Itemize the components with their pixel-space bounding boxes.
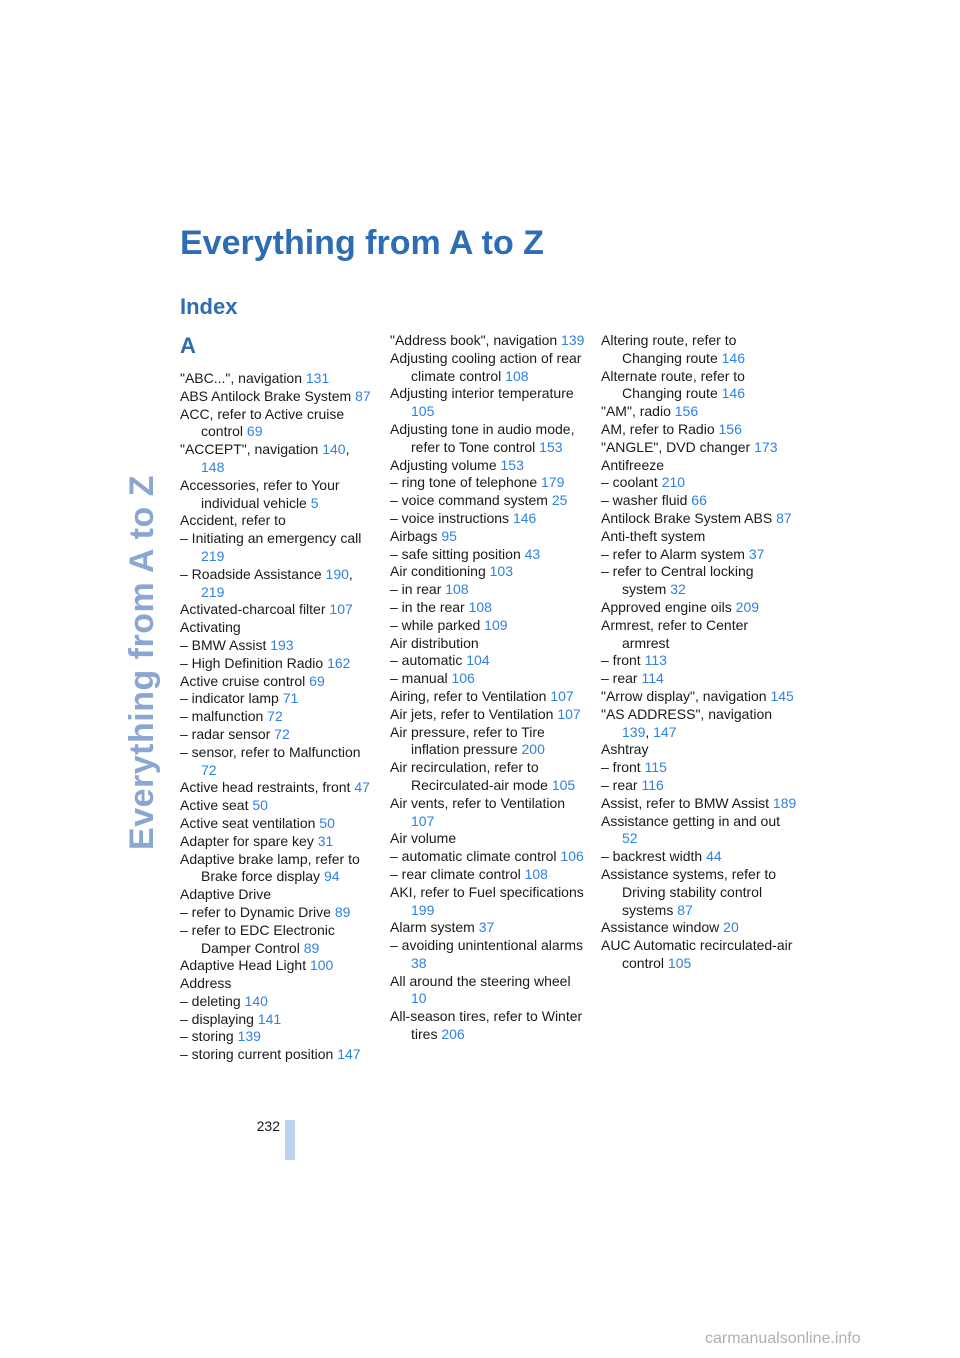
index-entry-text: Adaptive Head Light bbox=[180, 957, 310, 974]
index-entry-text: Antifreeze bbox=[601, 456, 665, 473]
index-entry bbox=[601, 546, 797, 564]
page-reference-link[interactable]: 10 bbox=[411, 990, 427, 1007]
index-entry-text: – front bbox=[601, 652, 645, 669]
index-entry-text: – automatic bbox=[390, 652, 467, 669]
index-entry-text: Assistance systems, refer to Driving stability control systems bbox=[601, 865, 777, 918]
index-entry-text: Air recirculation, refer to Recirculated-air mode bbox=[390, 759, 552, 793]
page-reference-link[interactable]: 200 bbox=[521, 741, 545, 758]
index-entry-text: Alternate route, refer to Changing route bbox=[601, 367, 745, 402]
page-reference-link[interactable]: 89 bbox=[334, 903, 351, 920]
index-entry-text: Active seat bbox=[180, 797, 253, 814]
page-reference-link[interactable]: 105 bbox=[667, 954, 692, 971]
page-reference-link[interactable]: 179 bbox=[541, 474, 565, 491]
side-title-text: Everything from A to Z bbox=[122, 474, 161, 850]
page-reference-link[interactable]: 109 bbox=[484, 616, 508, 633]
page-reference-link[interactable]: 173 bbox=[754, 438, 778, 455]
index-entry-text: All-season tires, refer to Winter tires bbox=[390, 1008, 583, 1043]
page-reference-link[interactable]: 100 bbox=[309, 957, 334, 974]
index-entry bbox=[390, 688, 586, 706]
index-entry-text: Air vents, refer to Ventilation bbox=[390, 794, 566, 811]
index-entry-text: – radar sensor bbox=[180, 725, 275, 742]
page-reference-link[interactable]: 31 bbox=[317, 832, 334, 849]
index-entry-text: ACC, refer to Active cruise control bbox=[180, 405, 345, 440]
index-entry-text: Approved engine oils bbox=[601, 598, 736, 615]
page-reference-link[interactable]: 89 bbox=[303, 939, 320, 956]
page-reference-link[interactable]: 146 bbox=[512, 509, 537, 526]
page-reference-link[interactable]: 153 bbox=[539, 438, 563, 455]
index-entry bbox=[601, 492, 797, 510]
page-reference-link[interactable]: 69 bbox=[309, 672, 325, 689]
page-reference-link[interactable]: 140 bbox=[322, 441, 346, 458]
page-reference-link[interactable]: 189 bbox=[772, 794, 797, 811]
index-entry-text: Assistance window bbox=[601, 919, 724, 936]
index-entry bbox=[601, 599, 797, 617]
index-entry bbox=[601, 421, 797, 439]
index-entry-text: All around the steering wheel bbox=[390, 972, 571, 989]
index-entry bbox=[180, 726, 376, 744]
page-reference-link[interactable]: 25 bbox=[551, 492, 568, 509]
page-reference-link[interactable]: 153 bbox=[500, 456, 524, 473]
side-title bbox=[118, 232, 166, 1092]
index-entry bbox=[180, 975, 376, 993]
index-entry-text: – in rear bbox=[390, 581, 446, 598]
index-entry-text: Air distribution bbox=[390, 634, 479, 651]
page-reference-link[interactable]: 156 bbox=[718, 420, 742, 437]
index-entry bbox=[601, 741, 797, 759]
index-entry bbox=[180, 406, 376, 442]
page-number: 232 bbox=[256, 1118, 280, 1134]
index-entry bbox=[180, 957, 376, 975]
index-column-1 bbox=[180, 332, 376, 1064]
page-reference-link[interactable]: 139 bbox=[561, 332, 585, 348]
index-entry-text: Armrest, refer to Center armrest bbox=[601, 616, 749, 651]
index-entry-text: Address bbox=[180, 975, 232, 992]
index-entry bbox=[180, 388, 376, 406]
page-reference-link[interactable]: 105 bbox=[551, 776, 576, 793]
index-entry-text: "ACCEPT", navigation bbox=[180, 441, 323, 458]
index-entry bbox=[601, 652, 797, 670]
index-entry-text: – rear bbox=[601, 670, 642, 687]
page-reference-link[interactable]: 71 bbox=[282, 690, 299, 707]
index-entry bbox=[180, 370, 376, 388]
index-entry bbox=[390, 973, 586, 1009]
index-entry bbox=[390, 1008, 586, 1044]
index-entry bbox=[390, 937, 586, 973]
index-entry bbox=[180, 815, 376, 833]
index-entry-text: – front bbox=[601, 759, 645, 776]
index-entry bbox=[601, 919, 797, 937]
index-entry bbox=[601, 474, 797, 492]
index-entry bbox=[390, 795, 586, 831]
index-entry bbox=[390, 332, 586, 350]
index-entry-text: – refer to EDC Electronic Damper Control bbox=[180, 921, 335, 956]
index-entry-text: – indicator lamp bbox=[180, 690, 283, 707]
index-entry bbox=[390, 563, 586, 581]
index-entry-text: – refer to Alarm system bbox=[601, 545, 749, 562]
index-entry bbox=[601, 457, 797, 475]
page-reference-link[interactable]: 219 bbox=[201, 547, 225, 564]
index-entry bbox=[390, 581, 586, 599]
index-entry bbox=[601, 777, 797, 795]
index-entry bbox=[390, 635, 586, 653]
index-entry bbox=[390, 724, 586, 760]
index-entry-text: – safe sitting position bbox=[390, 545, 525, 562]
index-entry-text: Adjusting cooling action of rear climate control bbox=[390, 349, 582, 384]
index-entry-text: Airing, refer to Ventilation bbox=[390, 687, 551, 704]
index-entry bbox=[180, 851, 376, 887]
index-entry-text: – malfunction bbox=[180, 708, 268, 725]
index-entry-text: AUC Automatic recirculated-air control bbox=[601, 937, 793, 971]
index-entry-text: Alarm system bbox=[390, 919, 479, 936]
index-entry bbox=[390, 492, 586, 510]
index-entry bbox=[390, 510, 586, 528]
index-entry bbox=[390, 599, 586, 617]
page-reference-link[interactable]: 209 bbox=[735, 598, 760, 615]
page-reference-link[interactable]: 146 bbox=[721, 385, 745, 402]
page-reference-link[interactable]: 193 bbox=[270, 636, 294, 653]
index-entry bbox=[390, 919, 586, 937]
index-entry-text: "Address book", navigation bbox=[390, 332, 562, 348]
page-reference-link[interactable]: 108 bbox=[505, 367, 529, 384]
page-reference-link[interactable]: 69 bbox=[246, 423, 263, 440]
page-reference-link[interactable]: 32 bbox=[670, 581, 686, 598]
index-entry bbox=[180, 477, 376, 513]
index-entry-text: AM, refer to Radio bbox=[601, 420, 719, 437]
index-entry bbox=[390, 617, 586, 635]
page-reference-link[interactable]: 87 bbox=[776, 509, 792, 526]
index-entry-text: Altering route, refer to Changing route bbox=[601, 332, 737, 366]
page-reference-link[interactable]: 140 bbox=[244, 992, 268, 1009]
index-entry bbox=[390, 884, 586, 920]
index-column-2 bbox=[390, 332, 586, 1044]
page-reference-link[interactable]: 104 bbox=[466, 652, 490, 669]
index-entry bbox=[390, 421, 586, 457]
index-entry bbox=[180, 637, 376, 655]
index-entry-text: Accessories, refer to Your individual vehicle bbox=[180, 476, 340, 511]
index-entry bbox=[601, 795, 797, 813]
index-entry bbox=[390, 848, 586, 866]
page-reference-link[interactable]: 87 bbox=[677, 901, 693, 918]
page-reference-link[interactable]: 219 bbox=[201, 583, 225, 600]
index-entry-text: Ashtray bbox=[601, 741, 649, 758]
page-reference-link[interactable]: 20 bbox=[723, 919, 739, 936]
index-entry bbox=[601, 617, 797, 653]
index-entry bbox=[390, 759, 586, 795]
page-reference-link[interactable]: 131 bbox=[305, 370, 330, 386]
index-entry bbox=[390, 385, 586, 421]
index-entry-text: – rear climate control bbox=[390, 865, 525, 882]
index-entry bbox=[180, 512, 376, 530]
index-entry bbox=[180, 708, 376, 726]
index-entry bbox=[180, 619, 376, 637]
index-entry-text: – automatic climate control bbox=[390, 848, 561, 865]
page-reference-link[interactable]: 106 bbox=[451, 670, 475, 687]
index-entry bbox=[390, 670, 586, 688]
page-reference-link[interactable]: 38 bbox=[411, 954, 427, 971]
index-entry bbox=[180, 833, 376, 851]
index-entry-text: – BMW Assist bbox=[180, 636, 271, 653]
page-reference-link[interactable]: 108 bbox=[468, 598, 492, 615]
index-entry-text: Activated-charcoal filter bbox=[180, 601, 330, 618]
index-entry-text: AKI, refer to Fuel specifications bbox=[390, 883, 584, 900]
index-entry-text: – Roadside Assistance bbox=[180, 565, 326, 582]
section-title: Index bbox=[180, 294, 238, 319]
index-entry: "AS ADDRESS", navigation 139, 147 bbox=[601, 705, 773, 740]
index-entry bbox=[390, 528, 586, 546]
page-reference-link[interactable]: 95 bbox=[441, 527, 457, 544]
index-entry-text: Activating bbox=[180, 619, 241, 636]
page-reference-link[interactable]: 72 bbox=[267, 708, 283, 725]
index-entry-text: – voice command system bbox=[390, 492, 552, 509]
index-entry-text: – washer fluid bbox=[601, 492, 692, 509]
index-entry-text: Air volume bbox=[390, 830, 457, 847]
index-entry-text: ABS Antilock Brake System bbox=[180, 387, 356, 404]
index-entry-text: – Initiating an emergency call bbox=[180, 530, 362, 547]
index-entry-text: – refer to Central locking system bbox=[601, 563, 754, 598]
index-entry: – Roadside Assistance 190, 219 bbox=[180, 565, 353, 600]
index-entry bbox=[180, 655, 376, 673]
page-reference-link[interactable]: 107 bbox=[550, 687, 574, 704]
index-entry bbox=[180, 690, 376, 708]
index-entry bbox=[180, 1046, 376, 1064]
page-reference-link[interactable]: 146 bbox=[721, 349, 745, 366]
index-entry bbox=[390, 457, 586, 475]
index-entry bbox=[601, 866, 797, 919]
index-column-3 bbox=[601, 332, 797, 973]
index-entry bbox=[180, 993, 376, 1011]
index-entry bbox=[601, 563, 797, 599]
page-reference-link[interactable]: 206 bbox=[441, 1026, 465, 1043]
page-reference-link[interactable]: 141 bbox=[257, 1010, 282, 1027]
index-entry-text: Air pressure, refer to Tire inflation pressure bbox=[390, 723, 545, 758]
page-reference-link[interactable]: 145 bbox=[770, 687, 794, 704]
index-entry-text: "AM", radio bbox=[601, 403, 675, 420]
page-reference-link[interactable]: 37 bbox=[748, 545, 765, 562]
page-reference-link[interactable]: 50 bbox=[319, 814, 335, 831]
index-entry-text: Adaptive Drive bbox=[180, 886, 272, 903]
page-reference-link[interactable]: 44 bbox=[706, 848, 722, 865]
page-reference-link[interactable]: 106 bbox=[560, 848, 584, 865]
index-entry-text: Adjusting tone in audio mode, refer to Tone control bbox=[390, 420, 575, 455]
page-reference-link[interactable]: 87 bbox=[355, 387, 371, 404]
index-entry bbox=[601, 510, 797, 528]
index-entry bbox=[180, 601, 376, 619]
page-reference-link[interactable]: 72 bbox=[201, 761, 217, 778]
page-reference-link[interactable]: 162 bbox=[327, 654, 351, 671]
page-reference-link[interactable]: 199 bbox=[411, 901, 435, 918]
index-entry bbox=[601, 937, 797, 973]
index-entry-text: Active cruise control bbox=[180, 672, 310, 689]
index-entry-text: – High Definition Radio bbox=[180, 654, 328, 671]
page-reference-link[interactable]: 107 bbox=[557, 705, 581, 722]
page-reference-link[interactable]: 108 bbox=[445, 581, 469, 598]
footer-watermark: carmanualsonline.info bbox=[705, 1330, 861, 1347]
index-entry-text: – rear bbox=[601, 776, 642, 793]
index-entry-text: – deleting bbox=[180, 992, 245, 1009]
index-entry-text: "ANGLE", DVD changer bbox=[601, 438, 755, 455]
index-entry-text: – backrest width bbox=[601, 848, 707, 865]
index-entry-text: – displaying bbox=[180, 1010, 258, 1027]
index-entry-text: Air conditioning bbox=[390, 563, 490, 580]
index-entry bbox=[180, 1011, 376, 1029]
page-reference-link[interactable]: 147 bbox=[653, 723, 677, 740]
index-entry bbox=[601, 403, 797, 421]
index-entry-text: – while parked bbox=[390, 616, 485, 633]
index-entry-text: Airbags bbox=[390, 527, 442, 544]
index-entry-text: Adaptive brake lamp, refer to Brake force display bbox=[180, 850, 360, 885]
index-entry bbox=[601, 528, 797, 546]
index-entry bbox=[180, 886, 376, 904]
page-reference-link[interactable]: 50 bbox=[252, 797, 268, 814]
index-entry bbox=[601, 670, 797, 688]
page-reference-link[interactable]: 107 bbox=[329, 601, 353, 618]
index-entry bbox=[180, 922, 376, 958]
index-entry-text: – in the rear bbox=[390, 598, 469, 615]
index-entry bbox=[601, 813, 797, 849]
index-entry bbox=[601, 368, 797, 404]
index-entry bbox=[180, 673, 376, 691]
page-reference-link[interactable]: 43 bbox=[524, 545, 541, 562]
index-entry bbox=[180, 904, 376, 922]
index-entry bbox=[601, 439, 797, 457]
page-reference-link[interactable]: 47 bbox=[354, 779, 370, 796]
index-entry-text: – ring tone of telephone bbox=[390, 474, 542, 491]
page-reference-link[interactable]: 139 bbox=[237, 1028, 261, 1045]
page-reference-link[interactable]: 107 bbox=[411, 812, 435, 829]
index-entry bbox=[390, 866, 586, 884]
page-reference-link[interactable]: 190 bbox=[325, 565, 349, 582]
index-entry-text: Active seat ventilation bbox=[180, 814, 320, 831]
page-marker-bar bbox=[285, 1120, 295, 1160]
index-entry-text: – avoiding unintentional alarms bbox=[390, 937, 584, 954]
index-entry bbox=[390, 830, 586, 848]
page-reference-link[interactable]: 108 bbox=[524, 865, 548, 882]
index-entry-text: – voice instructions bbox=[390, 509, 513, 526]
index-entry-text: Adjusting volume bbox=[390, 456, 501, 473]
index-entry-text: "Arrow display", navigation bbox=[601, 687, 771, 704]
page-reference-link[interactable]: 115 bbox=[644, 759, 667, 776]
index-entry bbox=[180, 1028, 376, 1046]
index-entry-text: Antilock Brake System ABS bbox=[601, 509, 777, 526]
index-entry-text: Air jets, refer to Ventilation bbox=[390, 705, 558, 722]
index-entry-text: "AS ADDRESS", navigation bbox=[601, 705, 773, 722]
index-entry-text: – storing bbox=[180, 1028, 238, 1045]
page-reference-link[interactable]: 66 bbox=[691, 492, 707, 509]
index-entry bbox=[390, 706, 586, 724]
index-entry bbox=[601, 848, 797, 866]
index-entry-text: – sensor, refer to Malfunction bbox=[180, 743, 361, 760]
index-entry-text: – coolant bbox=[601, 474, 662, 491]
page-reference-link[interactable]: 72 bbox=[274, 725, 290, 742]
index-entry-text: Adapter for spare key bbox=[180, 832, 318, 849]
page-reference-link[interactable]: 148 bbox=[201, 458, 225, 475]
index-entry bbox=[390, 474, 586, 492]
index-entry-text: Anti-theft system bbox=[601, 527, 706, 544]
index-entry-text: Assist, refer to BMW Assist bbox=[601, 794, 773, 811]
index-entry: "ACCEPT", navigation 140, 148 bbox=[180, 441, 350, 475]
page-reference-link[interactable]: 5 bbox=[310, 494, 319, 511]
index-entry bbox=[390, 652, 586, 670]
page-title: Everything from A to Z bbox=[180, 224, 544, 262]
index-entry-text: – manual bbox=[390, 670, 452, 687]
index-entry-text: – storing current position bbox=[180, 1046, 338, 1063]
index-entry bbox=[180, 779, 376, 797]
page-reference-link[interactable]: 105 bbox=[411, 403, 435, 420]
index-entry bbox=[390, 546, 586, 564]
index-entry-text: Assistance getting in and out bbox=[601, 812, 781, 829]
page-reference-link[interactable]: 52 bbox=[622, 830, 638, 847]
page-reference-link[interactable]: 103 bbox=[489, 563, 513, 580]
index-letter: A bbox=[180, 333, 196, 358]
page-reference-link[interactable]: 147 bbox=[337, 1046, 361, 1063]
page-reference-link[interactable]: 116 bbox=[641, 776, 664, 793]
page-reference-link[interactable]: 94 bbox=[323, 868, 340, 885]
index-entry bbox=[601, 332, 797, 368]
index-entry bbox=[180, 530, 376, 566]
index-entry bbox=[601, 688, 797, 706]
page-reference-link[interactable]: 139 bbox=[622, 723, 646, 740]
index-entry-text: Adjusting interior temperature bbox=[390, 385, 574, 402]
index-entry bbox=[180, 797, 376, 815]
index-entry bbox=[601, 759, 797, 777]
page-reference-link[interactable]: 156 bbox=[674, 403, 699, 420]
index-entry-text: "ABC...", navigation bbox=[180, 370, 306, 386]
index-entry-text: Active head restraints, front bbox=[180, 779, 355, 796]
page-reference-link[interactable]: 113 bbox=[644, 652, 667, 669]
page-reference-link[interactable]: 37 bbox=[478, 919, 495, 936]
index-entry bbox=[390, 350, 586, 386]
index-entry bbox=[180, 744, 376, 780]
index-entry-text: – refer to Dynamic Drive bbox=[180, 903, 335, 920]
page-reference-link[interactable]: 114 bbox=[641, 670, 664, 687]
index-entry-text: Accident, refer to bbox=[180, 512, 286, 529]
page-reference-link[interactable]: 210 bbox=[661, 474, 686, 491]
